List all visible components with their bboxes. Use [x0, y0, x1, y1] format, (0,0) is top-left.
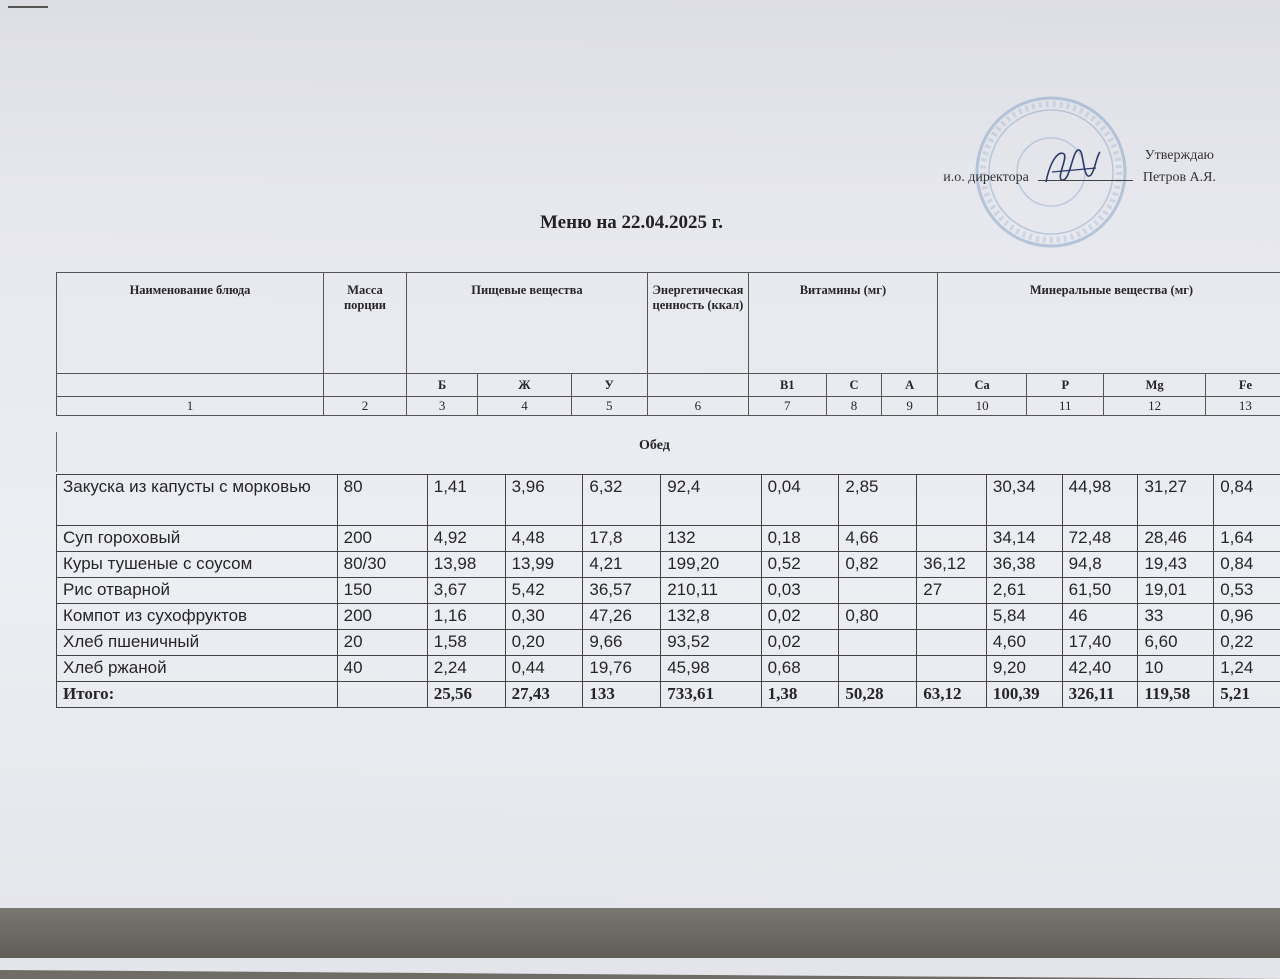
fat-cell: 0,44 [505, 656, 583, 682]
header-name: Наименование блюда [57, 273, 324, 374]
col-number: 2 [324, 397, 407, 416]
mg-cell: 31,27 [1138, 475, 1214, 526]
protein-cell: 13,98 [427, 552, 505, 578]
p-cell: 72,48 [1062, 526, 1138, 552]
vit-c-cell: 4,66 [839, 526, 917, 552]
total-mg-cell: 119,58 [1138, 682, 1214, 708]
table-row [57, 526, 1280, 552]
header-energy: Энергетическая ценность (ккал) [647, 273, 748, 374]
vit-c-cell: 0,80 [839, 604, 917, 630]
vit-a-cell [917, 604, 987, 630]
sub-mg: Mg [1104, 374, 1206, 397]
header-mass: Масса порции [324, 273, 407, 374]
approve-word: Утверждаю [943, 146, 1216, 166]
section-row [56, 432, 1280, 472]
position-label: и.о. директора [943, 170, 1029, 185]
total-vit-b1-cell: 1,38 [761, 682, 839, 708]
desk-surface [0, 908, 1280, 958]
total-portion-mass-cell [337, 682, 427, 708]
p-cell: 44,98 [1062, 475, 1138, 526]
dish-name-cell: Куры тушеные с соусом [57, 552, 338, 578]
vit-b1-cell: 0,02 [761, 630, 839, 656]
mg-cell: 33 [1138, 604, 1214, 630]
protein-cell: 1,58 [427, 630, 505, 656]
col-number: 3 [407, 397, 478, 416]
approval-block [943, 146, 1216, 188]
carbs-cell: 9,66 [583, 630, 661, 656]
vit-c-cell [839, 630, 917, 656]
corner-mark [8, 6, 48, 8]
sub-b1: B1 [748, 374, 826, 397]
portion-mass-cell: 200 [337, 526, 427, 552]
section-label: Обед [639, 438, 670, 454]
energy-cell: 45,98 [661, 656, 761, 682]
fe-cell: 0,96 [1214, 604, 1280, 630]
protein-cell: 1,16 [427, 604, 505, 630]
portion-mass-cell: 200 [337, 604, 427, 630]
portion-mass-cell: 20 [337, 630, 427, 656]
sub-a: A [882, 374, 938, 397]
total-vit-a-cell: 63,12 [917, 682, 987, 708]
total-ca-cell: 100,39 [986, 682, 1062, 708]
dish-name-cell: Рис отварной [57, 578, 338, 604]
dish-name-cell: Хлеб пшеничный [57, 630, 338, 656]
table-row [57, 475, 1280, 526]
fat-cell: 5,42 [505, 578, 583, 604]
total-fe-cell: 5,21 [1214, 682, 1280, 708]
vit-a-cell [917, 475, 987, 526]
col-number: 1 [57, 397, 324, 416]
ca-cell: 36,38 [986, 552, 1062, 578]
fat-cell: 13,99 [505, 552, 583, 578]
ca-cell: 9,20 [986, 656, 1062, 682]
mg-cell: 19,43 [1138, 552, 1214, 578]
dish-name-cell: Компот из сухофруктов [57, 604, 338, 630]
p-cell: 42,40 [1062, 656, 1138, 682]
vit-a-cell [917, 630, 987, 656]
sub-b: Б [407, 374, 478, 397]
fe-cell: 0,53 [1214, 578, 1280, 604]
col-number: 11 [1027, 397, 1104, 416]
col-number: 12 [1104, 397, 1206, 416]
total-p-cell: 326,11 [1062, 682, 1138, 708]
total-dish-name-cell: Итого: [57, 682, 338, 708]
mg-cell: 10 [1138, 656, 1214, 682]
vit-c-cell [839, 656, 917, 682]
total-protein-cell: 25,56 [427, 682, 505, 708]
p-cell: 94,8 [1062, 552, 1138, 578]
sub-zh: Ж [478, 374, 571, 397]
fe-cell: 1,24 [1214, 656, 1280, 682]
sub-c: C [826, 374, 882, 397]
table-row [57, 578, 1280, 604]
mg-cell: 19,01 [1138, 578, 1214, 604]
sub-u: У [571, 374, 647, 397]
vit-b1-cell: 0,68 [761, 656, 839, 682]
fat-cell: 3,96 [505, 475, 583, 526]
vit-b1-cell: 0,02 [761, 604, 839, 630]
menu-table [56, 474, 1280, 708]
protein-cell: 3,67 [427, 578, 505, 604]
header-table [56, 272, 1280, 416]
fe-cell: 0,84 [1214, 475, 1280, 526]
protein-cell: 1,41 [427, 475, 505, 526]
energy-cell: 132,8 [661, 604, 761, 630]
portion-mass-cell: 80/30 [337, 552, 427, 578]
energy-cell: 199,20 [661, 552, 761, 578]
col-number: 10 [937, 397, 1026, 416]
ca-cell: 34,14 [986, 526, 1062, 552]
vit-c-cell [839, 578, 917, 604]
vit-b1-cell: 0,18 [761, 526, 839, 552]
col-number: 8 [826, 397, 882, 416]
portion-mass-cell: 80 [337, 475, 427, 526]
p-cell: 17,40 [1062, 630, 1138, 656]
protein-cell: 4,92 [427, 526, 505, 552]
ca-cell: 30,34 [986, 475, 1062, 526]
carbs-cell: 36,57 [583, 578, 661, 604]
dish-name-cell: Хлеб ржаной [57, 656, 338, 682]
total-vit-c-cell: 50,28 [839, 682, 917, 708]
table-row [57, 552, 1280, 578]
director-name: Петров А.Я. [1143, 170, 1216, 185]
p-cell: 46 [1062, 604, 1138, 630]
ca-cell: 4,60 [986, 630, 1062, 656]
total-row [57, 682, 1280, 708]
total-fat-cell: 27,43 [505, 682, 583, 708]
table-row [57, 630, 1280, 656]
ca-cell: 5,84 [986, 604, 1062, 630]
header-nutrients: Пищевые вещества [407, 273, 648, 374]
sub-ca: Ca [937, 374, 1026, 397]
fat-cell: 0,20 [505, 630, 583, 656]
vit-a-cell: 36,12 [917, 552, 987, 578]
vit-b1-cell: 0,03 [761, 578, 839, 604]
mg-cell: 28,46 [1138, 526, 1214, 552]
fe-cell: 1,64 [1214, 526, 1280, 552]
signature-line [1038, 166, 1133, 181]
vit-b1-cell: 0,04 [761, 475, 839, 526]
energy-cell: 92,4 [661, 475, 761, 526]
col-number: 4 [478, 397, 571, 416]
portion-mass-cell: 40 [337, 656, 427, 682]
fat-cell: 4,48 [505, 526, 583, 552]
col-number: 6 [647, 397, 748, 416]
energy-cell: 93,52 [661, 630, 761, 656]
vit-c-cell: 2,85 [839, 475, 917, 526]
sub-fe: Fe [1205, 374, 1280, 397]
total-carbs-cell: 133 [583, 682, 661, 708]
p-cell: 61,50 [1062, 578, 1138, 604]
header-subrow [57, 374, 1280, 397]
col-number: 13 [1205, 397, 1280, 416]
energy-cell: 132 [661, 526, 761, 552]
fat-cell: 0,30 [505, 604, 583, 630]
page-title: Меню на 22.04.2025 г. [540, 212, 723, 234]
col-number: 9 [882, 397, 938, 416]
total-energy-cell: 733,61 [661, 682, 761, 708]
dish-name-cell: Закуска из капусты с морковью [57, 475, 338, 526]
header-number-row [57, 397, 1280, 416]
sub-p: P [1027, 374, 1104, 397]
carbs-cell: 19,76 [583, 656, 661, 682]
header-vitamins: Витамины (мг) [748, 273, 937, 374]
table-row [57, 604, 1280, 630]
dish-name-cell: Суп гороховый [57, 526, 338, 552]
vit-b1-cell: 0,52 [761, 552, 839, 578]
col-number: 7 [748, 397, 826, 416]
header-minerals: Минеральные вещества (мг) [937, 273, 1280, 374]
vit-a-cell [917, 526, 987, 552]
mg-cell: 6,60 [1138, 630, 1214, 656]
vit-a-cell: 27 [917, 578, 987, 604]
fe-cell: 0,84 [1214, 552, 1280, 578]
table-row [57, 656, 1280, 682]
ca-cell: 2,61 [986, 578, 1062, 604]
carbs-cell: 6,32 [583, 475, 661, 526]
vit-a-cell [917, 656, 987, 682]
portion-mass-cell: 150 [337, 578, 427, 604]
carbs-cell: 4,21 [583, 552, 661, 578]
col-number: 5 [571, 397, 647, 416]
carbs-cell: 17,8 [583, 526, 661, 552]
carbs-cell: 47,26 [583, 604, 661, 630]
fe-cell: 0,22 [1214, 630, 1280, 656]
protein-cell: 2,24 [427, 656, 505, 682]
energy-cell: 210,11 [661, 578, 761, 604]
vit-c-cell: 0,82 [839, 552, 917, 578]
